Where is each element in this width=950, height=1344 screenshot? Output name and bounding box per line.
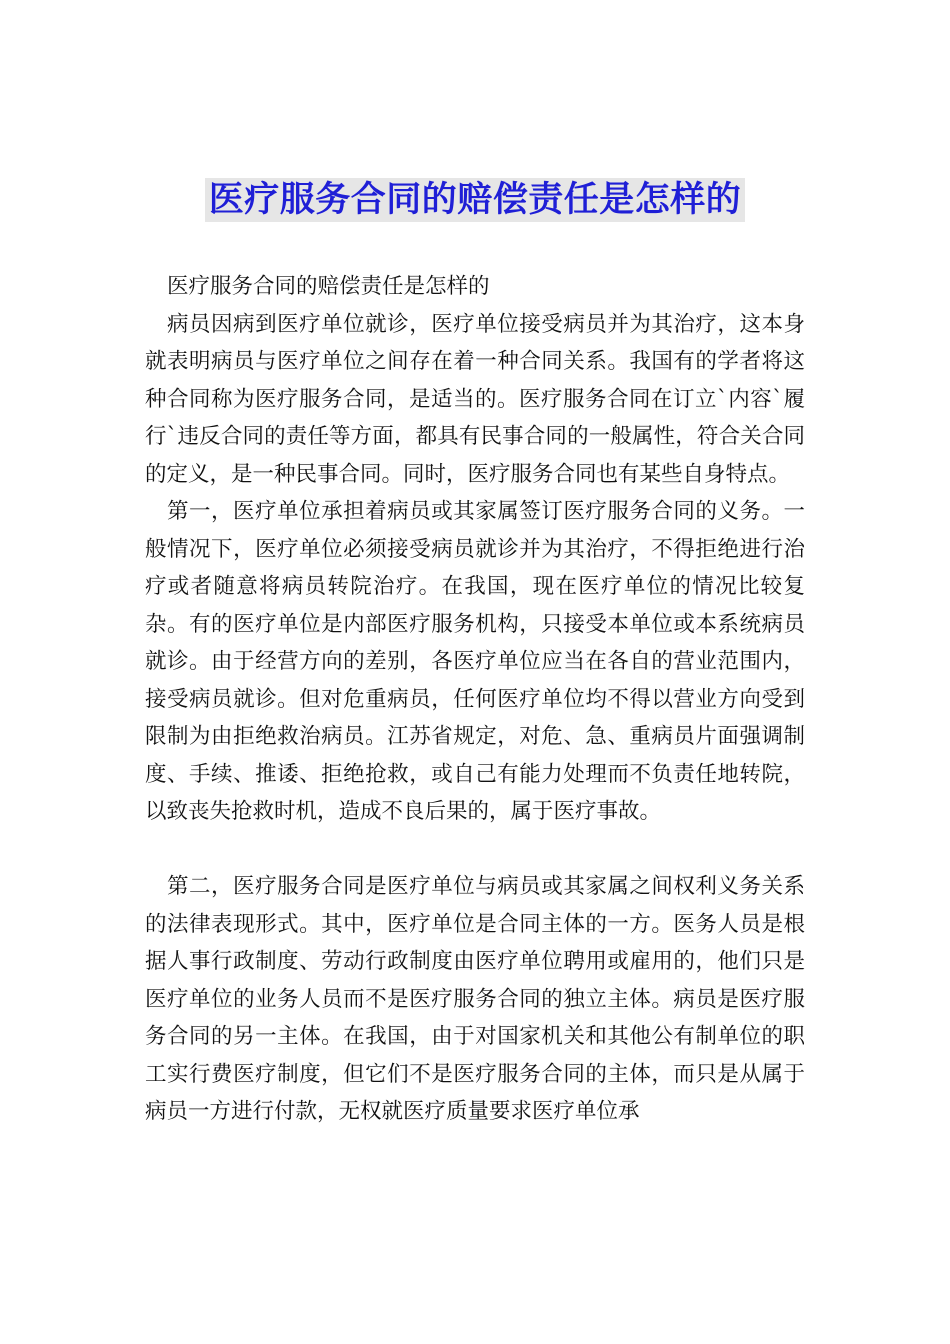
paragraph-first-point: 第一，医疗单位承担着病员或其家属签订医疗服务合同的义务。一般情况下，医疗单位必须接受病员就诊并为其治疗，不得拒绝进行治疗或者随意将病员转院治疗。在我国，现在医疗单位的情况比较复杂。有的医疗单位是内部医疗服务机构，只接受本单位或本系统病员就诊。由于经营方向的差别，各医疗单位应当在各自的营业范围内，接受病员就诊。但对危重病员，任何医疗单位均不得以营业方向受到限制为由拒绝救治病员。江苏省规定，对危、急、重病员片面强调制度、手续、推诿、拒绝抢救，或自己有能力处理而不负责任地转院，以致丧失抢救时机，造成不良后果的，属于医疗事故。: [145, 499, 805, 824]
document-title: 医疗服务合同的赔偿责任是怎样的: [205, 178, 746, 222]
paragraph-second-point: 第二，医疗服务合同是医疗单位与病员或其家属之间权利义务关系的法律表现形式。其中，医疗单位是合同主体的一方。医务人员是根据人事行政制度、劳动行政制度由医疗单位聘用或雇用的，他们只是医疗单位的业务人员而不是医疗服务合同的独立主体。病员是医疗服务合同的另一主体。在我国，由于对国家机关和其他公有制单位的职工实行费医疗制度，但它们不是医疗服务合同的主体，而只是从属于病员一方进行付款，无权就医疗质量要求医疗单位承: [145, 874, 805, 1124]
document-body: [145, 268, 805, 1131]
paragraph-intro: 病员因病到医疗单位就诊，医疗单位接受病员并为其治疗，这本身就表明病员与医疗单位之间存在着一种合同关系。我国有的学者将这种合同称为医疗服务合同，是适当的。医疗服务合同在订立`内容`履行`违反合同的责任等方面，都具有民事合同的一般属性，符合关合同的定义，是一种民事合同。同时，医疗服务合同也有某些自身特点。: [145, 311, 805, 487]
paragraph-subtitle: 医疗服务合同的赔偿责任是怎样的: [167, 274, 490, 299]
title-container: [0, 178, 950, 222]
